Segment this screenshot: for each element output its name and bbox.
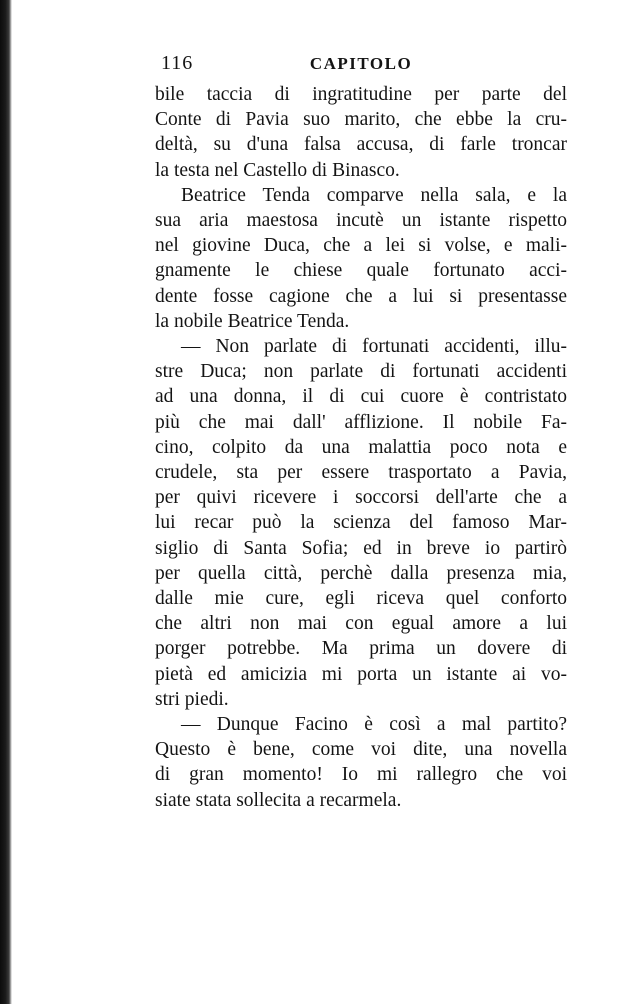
text-line: deltà, su d'una falsa accusa, di farle troncar (155, 134, 567, 156)
text-line: più che mai dall' afflizione. Il nobile Fa- (155, 411, 567, 433)
paragraph (155, 712, 567, 813)
text-line: ad una donna, il di cui cuore è contristato (155, 386, 567, 408)
text-line: — Dunque Facino è così a mal partito? (181, 714, 567, 736)
text-line: cino, colpito da una malattia poco nota e (155, 436, 567, 458)
text-line: lui recar può la scienza del famoso Mar- (155, 512, 567, 534)
text-line: crudele, sta per essere trasportato a Pavia, (155, 462, 567, 484)
page-header (155, 52, 567, 82)
text-line: dente fosse cagione che a lui si presentasse (155, 285, 567, 307)
text-line: dalle mie cure, egli riceva quel conforto (155, 588, 567, 610)
text-line: siglio di Santa Sofia; ed in breve io partirò (155, 537, 567, 559)
paragraph (155, 183, 567, 334)
running-head: CAPITOLO (309, 54, 413, 73)
text-line: la nobile Beatrice Tenda. (155, 310, 350, 332)
text-line: gnamente le chiese quale fortunato acci- (155, 260, 567, 282)
text-line: bile taccia di ingratitudine per parte del (155, 84, 567, 105)
body-text (155, 82, 567, 813)
text-line: — Non parlate di fortunati accidenti, illu- (181, 336, 567, 358)
paragraph (155, 334, 567, 712)
text-line: Beatrice Tenda comparve nella sala, e la (181, 184, 567, 206)
text-line: nel giovine Duca, che a lei si volse, e mali- (155, 235, 567, 257)
paragraph (155, 82, 567, 183)
text-line: pietà ed amicizia mi porta un istante ai vo- (155, 663, 567, 685)
page-number: 116 (161, 52, 194, 74)
page-binding-edge (0, 0, 12, 1004)
text-line: la testa nel Castello di Binasco. (155, 159, 400, 181)
text-line: siate stata sollecita a recarmela. (155, 789, 402, 811)
book-page (155, 52, 567, 813)
text-line: porger potrebbe. Ma prima un dovere di (155, 638, 567, 660)
text-line: per quivi ricevere i soccorsi dell'arte che a (155, 487, 567, 509)
text-line: per quella città, perchè dalla presenza mia, (155, 562, 567, 584)
text-line: Questo è bene, come voi dite, una novella (155, 739, 567, 761)
text-line: Conte di Pavia suo marito, che ebbe la cru- (155, 109, 567, 131)
text-line: che altri non mai con egual amore a lui (155, 613, 567, 635)
text-line: sua aria maestosa incutè un istante rispetto (155, 210, 567, 232)
text-line: di gran momento! Io mi rallegro che voi (155, 764, 567, 786)
text-line: stre Duca; non parlate di fortunati accidenti (155, 361, 567, 383)
text-line: stri piedi. (155, 688, 229, 710)
